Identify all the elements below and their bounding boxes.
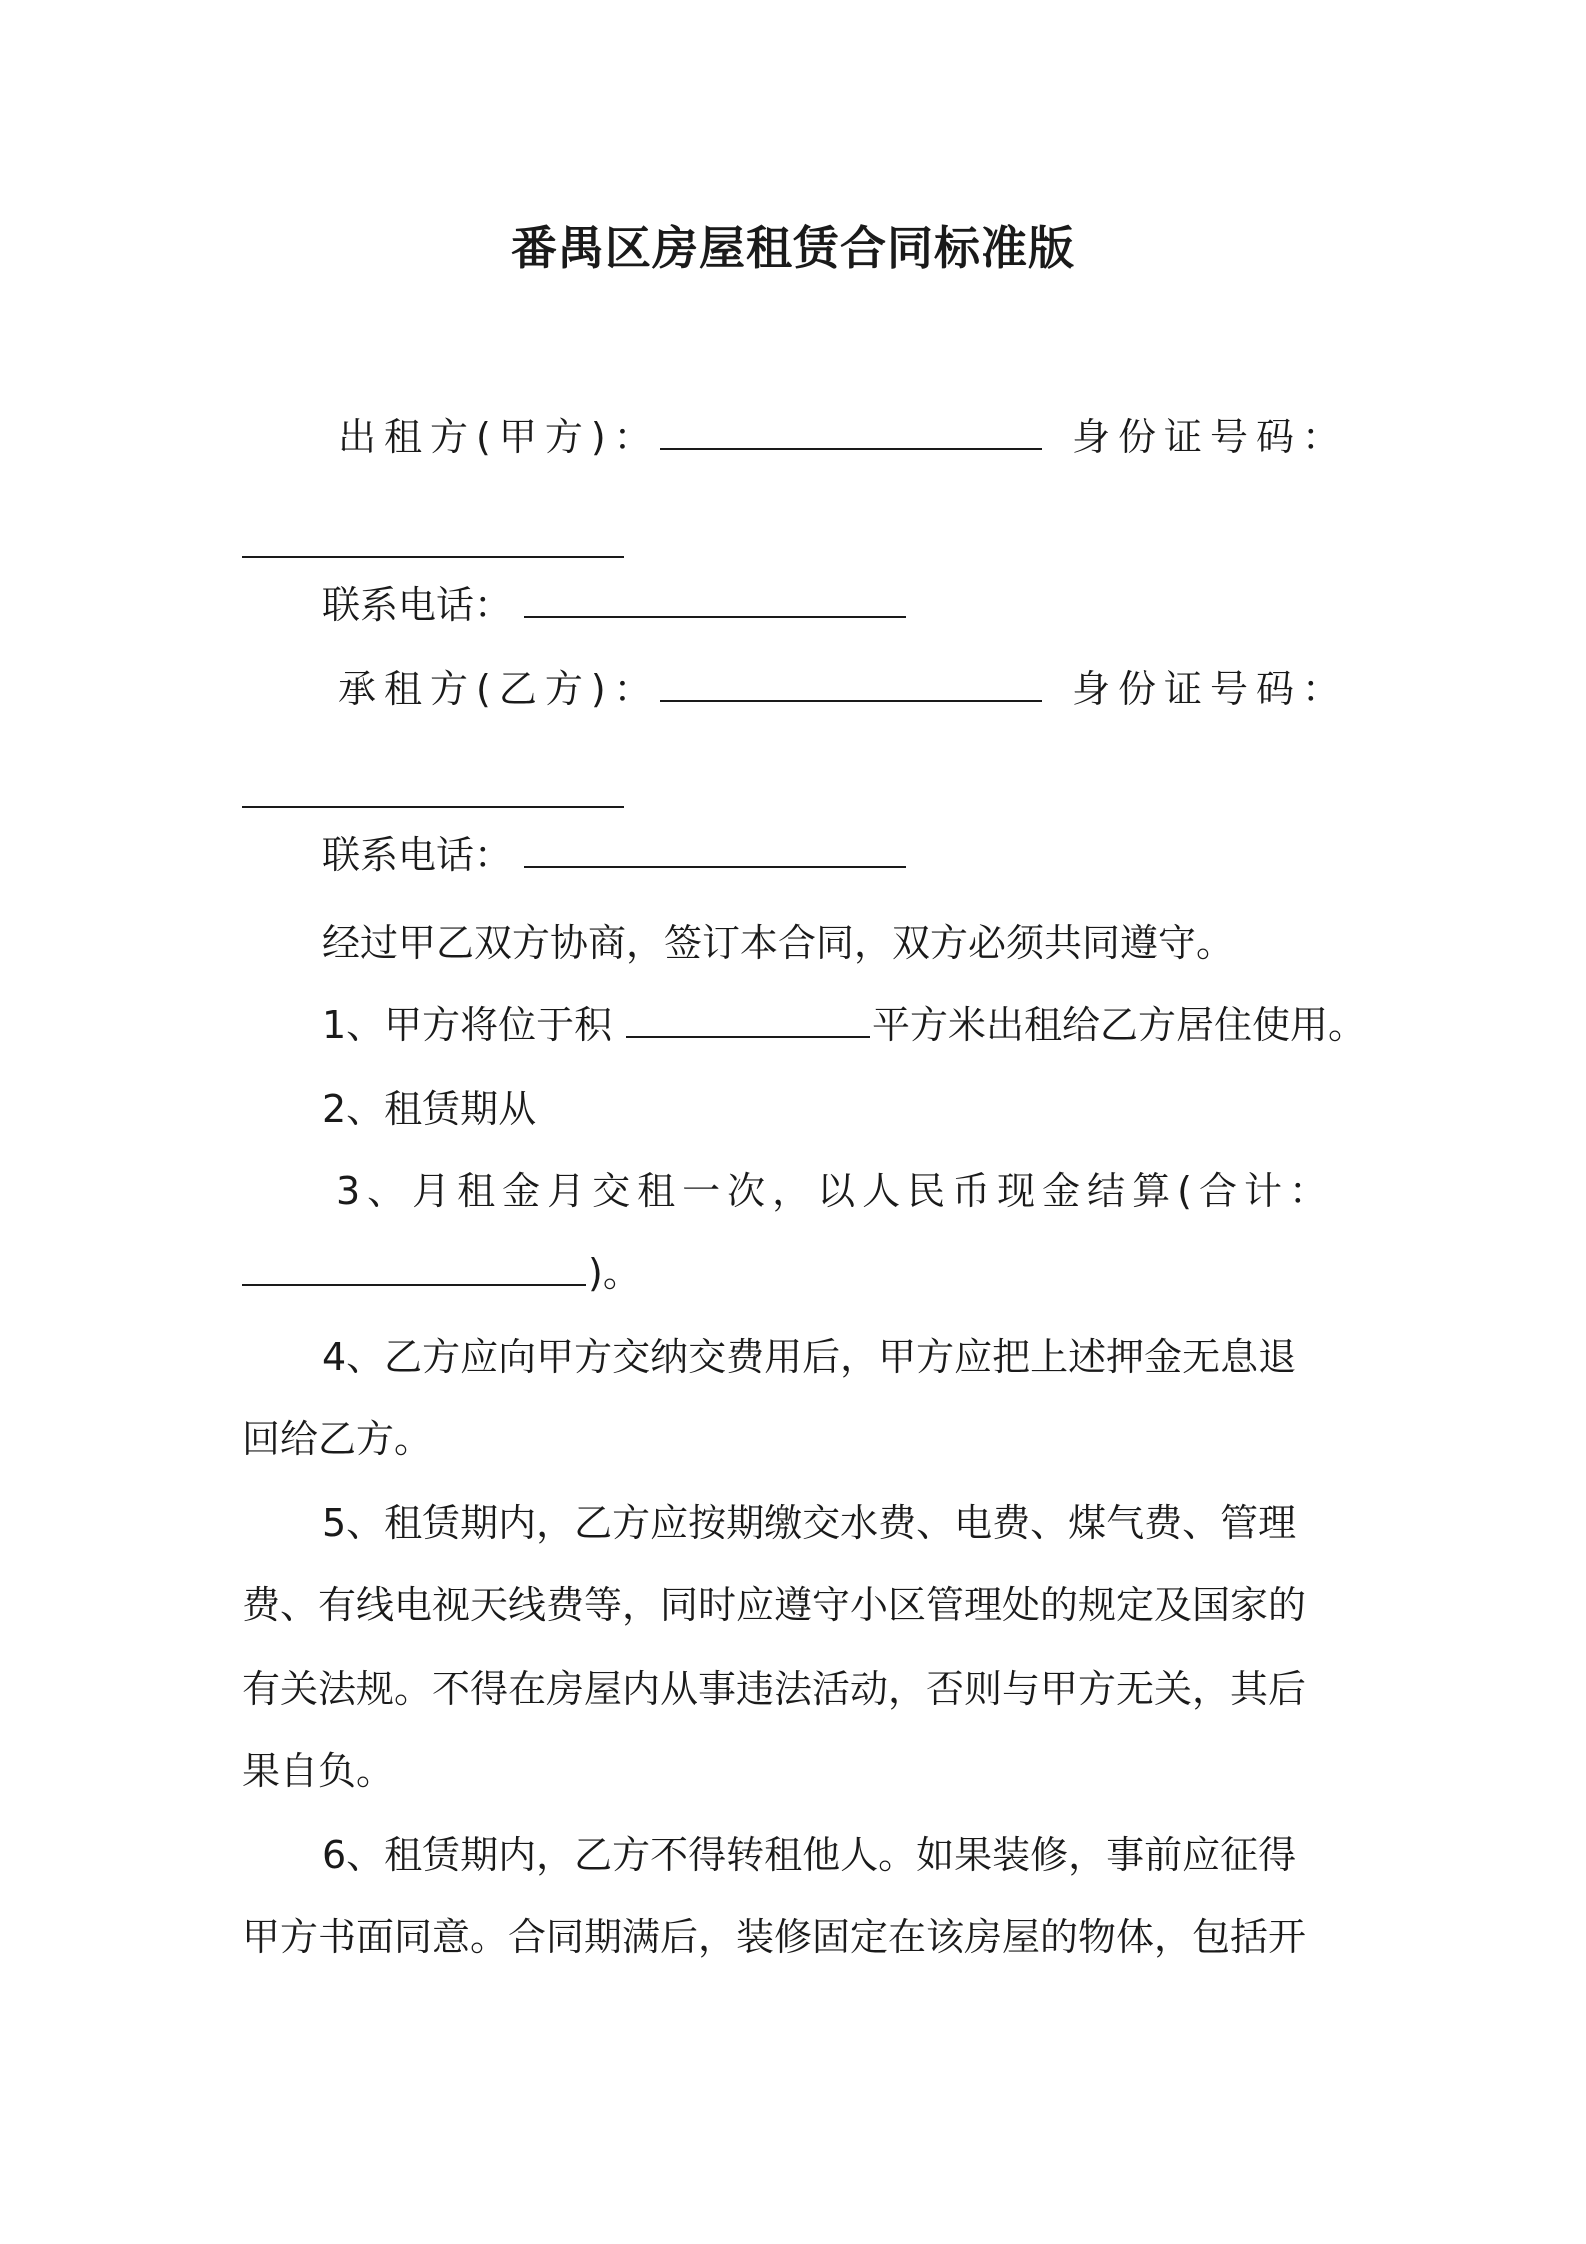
clause-5-line-2: 费、有线电视天线费等，同时应遵守小区管理处的规定及国家的 xyxy=(242,1583,1307,1627)
lessee-phone-label: 联系电话： xyxy=(322,833,513,877)
lessee-phone-blank[interactable] xyxy=(524,830,906,880)
lessor-id-blank[interactable] xyxy=(242,520,624,570)
clause-5-line-3: 有关法规。不得在房屋内从事违法活动，否则与甲方无关，其后 xyxy=(242,1667,1307,1711)
clause-3-end: )。 xyxy=(588,1251,641,1295)
clause-1-end: 平方米出租给乙方居住使用。 xyxy=(872,1003,1367,1047)
lessor-label: 出租方(甲方)： xyxy=(338,415,660,459)
clause-4-line-2: 回给乙方。 xyxy=(242,1417,433,1461)
clause-1-area-blank[interactable] xyxy=(626,1000,870,1050)
lessee-name-blank[interactable] xyxy=(660,664,1042,714)
lessor-phone-label: 联系电话： xyxy=(322,583,513,627)
clause-1-start: 1、甲方将位于积 xyxy=(322,1003,613,1047)
clause-6-line-1: 6、租赁期内，乙方不得转租他人。如果装修，事前应征得 xyxy=(322,1833,1297,1877)
clause-5-line-4: 果自负。 xyxy=(242,1749,395,1793)
lessor-id-label: 身份证号码： xyxy=(1072,415,1349,459)
lessee-id-label: 身份证号码： xyxy=(1072,667,1349,711)
clause-3-text: 3、月租金月交租一次，以人民币现金结算(合计： xyxy=(336,1169,1335,1213)
clause-3-total-blank[interactable] xyxy=(242,1248,586,1298)
clause-6-line-2: 甲方书面同意。合同期满后，装修固定在该房屋的物体，包括开 xyxy=(242,1915,1307,1959)
clause-2: 2、租赁期从 xyxy=(322,1087,537,1131)
lessee-label: 承租方(乙方)： xyxy=(338,667,660,711)
document-title: 番禺区房屋租赁合同标准版 xyxy=(511,221,1075,275)
lessor-phone-blank[interactable] xyxy=(524,580,906,630)
clause-4-line-1: 4、乙方应向甲方交纳交费用后，甲方应把上述押金无息退 xyxy=(322,1335,1297,1379)
lessee-id-blank[interactable] xyxy=(242,770,624,820)
clause-5-line-1: 5、租赁期内，乙方应按期缴交水费、电费、煤气费、管理 xyxy=(322,1501,1297,1545)
lessor-name-blank[interactable] xyxy=(660,412,1042,462)
intro-paragraph: 经过甲乙双方协商，签订本合同，双方必须共同遵守。 xyxy=(322,921,1235,965)
